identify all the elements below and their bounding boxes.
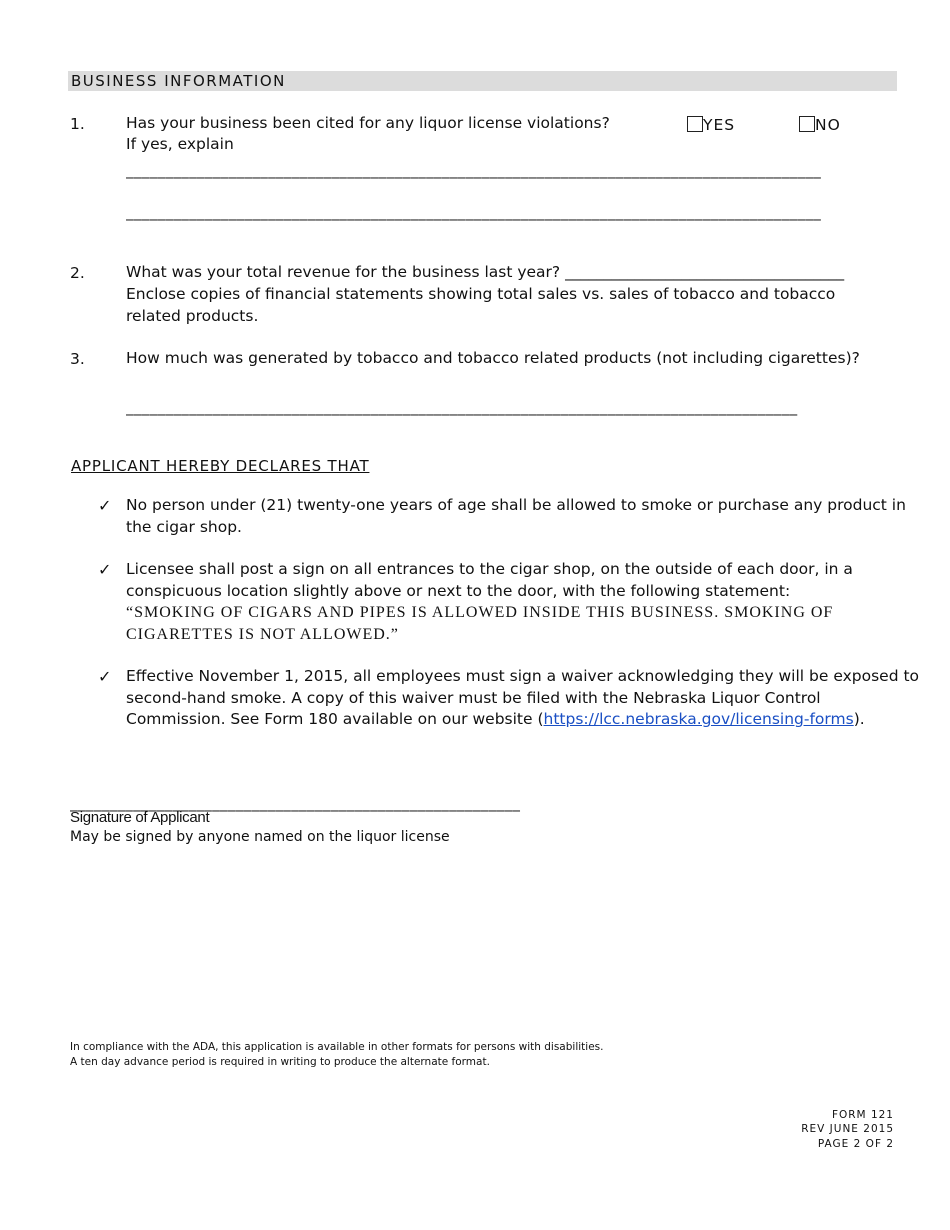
declaration-item-1-line-2: the cigar shop. xyxy=(126,517,242,536)
check-icon: ✓ xyxy=(98,496,112,515)
question-1-answer-line-2[interactable]: ________________________________________________________________________________________ xyxy=(126,203,822,221)
question-2-number: 2. xyxy=(70,264,85,282)
declaration-item-2-line-1: Licensee shall post a sign on all entrances to the cigar shop, on the outside of each door, in a xyxy=(126,560,853,578)
question-1-subtext: If yes, explain xyxy=(126,135,234,153)
question-2-text: What was your total revenue for the business last year? ____________________________________ xyxy=(126,263,845,281)
yes-label: YES xyxy=(703,116,736,134)
no-checkbox[interactable] xyxy=(799,116,815,132)
yes-checkbox[interactable] xyxy=(687,116,703,132)
licensing-forms-link[interactable]: https://lcc.nebraska.gov/licensing-forms xyxy=(543,710,854,728)
section-title: BUSINESS INFORMATION xyxy=(71,72,286,90)
question-3-number: 3. xyxy=(70,350,85,368)
declaration-item-2 xyxy=(126,559,896,645)
check-icon: ✓ xyxy=(98,560,112,579)
question-2-line-3: related products. xyxy=(126,307,259,325)
declaration-item-2-quote-2: CIGARETTES IS NOT ALLOWED.” xyxy=(126,625,399,643)
form-number: FORM 121 xyxy=(831,1109,894,1121)
declaration-item-3-line-2: second-hand smoke. A copy of this waiver must be filed with the Nebraska Liquor Control xyxy=(126,688,821,707)
signature-label: Signature of Applicant xyxy=(70,809,210,826)
question-1-number: 1. xyxy=(70,115,85,133)
declaration-heading: APPLICANT HEREBY DECLARES THAT xyxy=(71,457,370,475)
declaration-item-3 xyxy=(126,666,920,731)
form-revision: REV JUNE 2015 xyxy=(801,1123,894,1135)
question-3-answer-line[interactable]: _____________________________________________________________________________________ xyxy=(126,398,798,416)
yes-option[interactable] xyxy=(687,115,735,134)
declaration-item-2-line-2: conspicuous location slightly above or next to the door, with the following statement: xyxy=(126,581,791,600)
question-2-line-2: Enclose copies of financial statements showing total sales vs. sales of tobacco and tobacco xyxy=(126,285,836,303)
question-1-answer-line-1[interactable]: ________________________________________________________________________________________ xyxy=(126,161,822,179)
ada-notice-line-2: A ten day advance period is required in writing to produce the alternate format. xyxy=(70,1056,490,1068)
declaration-item-1-line-1: No person under (21) twenty-one years of age shall be allowed to smoke or purchase any product in xyxy=(126,496,906,514)
no-option[interactable] xyxy=(799,115,841,134)
declaration-item-3-line-3-suffix: ). xyxy=(853,710,865,728)
question-1-text: Has your business been cited for any liquor license violations? xyxy=(126,114,610,132)
declaration-item-3-line-1: Effective November 1, 2015, all employees must sign a waiver acknowledging they will be exposed to xyxy=(126,667,920,685)
no-label: NO xyxy=(815,116,841,134)
ada-notice-line-1: In compliance with the ADA, this application is available in other formats for persons with disabilities. xyxy=(70,1041,604,1053)
declaration-item-3-line-3-prefix: Commission. See Form 180 available on our website ( xyxy=(126,710,544,728)
declaration-item-2-quote-1: “SMOKING OF CIGARS AND PIPES IS ALLOWED INSIDE THIS BUSINESS. SMOKING OF xyxy=(126,604,834,621)
declaration-item-1 xyxy=(126,495,906,538)
declaration-item-3-line-3 xyxy=(126,709,906,731)
page-number: PAGE 2 OF 2 xyxy=(817,1138,894,1150)
check-icon: ✓ xyxy=(98,667,112,686)
signature-note: May be signed by anyone named on the liquor license xyxy=(70,829,450,845)
question-3-text: How much was generated by tobacco and tobacco related products (not including cigarettes)? xyxy=(126,349,860,367)
signature-line[interactable]: _________________________________________________________ xyxy=(70,794,521,812)
